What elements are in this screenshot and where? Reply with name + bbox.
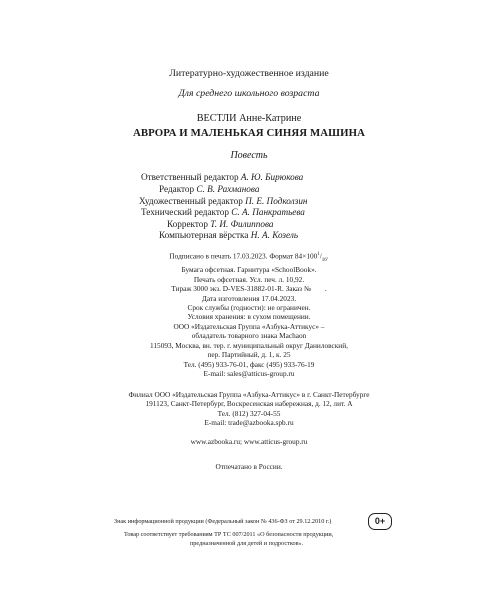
publisher-info bbox=[0, 322, 498, 378]
publisher-brand: обладатель товарного знака Machaon bbox=[191, 331, 307, 341]
signed-line: Подписано в печать 17.03.2023. Формат $84\times 100^1/_{16}$. bbox=[169, 251, 329, 263]
publisher-address: 115093, Москва, вн. тер. г. муниципальный округ Даниловский, bbox=[150, 340, 348, 350]
run-line: Тираж 3000 экз. D-VES-31882-01-R. Заказ № . bbox=[171, 284, 327, 294]
staff-role: Корректор bbox=[167, 219, 208, 229]
staff-role: Художественный редактор bbox=[139, 196, 243, 206]
staff-row bbox=[139, 196, 307, 206]
staff-role: Ответственный редактор bbox=[141, 172, 239, 182]
service-life-line: Срок службы (годности): не ограничен. bbox=[187, 302, 311, 312]
book-title: АВРОРА И МАЛЕНЬКАЯ СИНЯЯ МАШИНА bbox=[132, 127, 366, 139]
staff-role: Редактор bbox=[159, 184, 195, 194]
publisher-email: E-mail: sales@atticus-group.ru bbox=[203, 369, 295, 379]
staff-name: Т. И. Филиппова bbox=[210, 219, 274, 229]
conformity-line: Товар соответствует требованиям ТР ТС 007/2011 «О безопасности продукции, bbox=[124, 531, 334, 538]
author: ВЕСТЛИ Анне-Катрине bbox=[196, 113, 302, 124]
branch-email: E-mail: trade@azbooka.spb.ru bbox=[204, 418, 294, 428]
printed-in: Отпечатано в России. bbox=[215, 462, 283, 471]
staff-row bbox=[141, 207, 305, 217]
staff-name: С. В. Рахманова bbox=[196, 184, 260, 194]
conformity-line: предназначенной для детей и подростков». bbox=[190, 540, 304, 547]
edition-type: Литературно-художественное издание bbox=[169, 68, 329, 79]
staff-row bbox=[167, 219, 274, 229]
websites: www.azbooka.ru; www.atticus-group.ru bbox=[190, 437, 308, 446]
age-rating-badge: 0+ bbox=[368, 513, 392, 530]
publisher-phone: Тел. (495) 933-76-01, факс (495) 933-76-19 bbox=[183, 359, 315, 369]
staff-name: Н. А. Козель bbox=[250, 230, 299, 240]
publisher-address: пер. Партийный, д. 1, к. 25 bbox=[207, 350, 291, 360]
storage-line: Условия хранения: в сухом помещении. bbox=[187, 312, 311, 322]
genre: Повесть bbox=[230, 150, 268, 161]
audience: Для среднего школьного возраста bbox=[178, 88, 320, 99]
publisher-name: ООО «Издательская Группа «Азбука-Аттикус» – bbox=[173, 322, 325, 331]
paper-line: Бумага офсетная. Гарнитура «SchoolBook». bbox=[181, 265, 317, 275]
staff-row bbox=[159, 184, 259, 194]
branch-name: Филиал ООО «Издательская Группа «Азбука-Аттикус» в г. Санкт-Петербурге bbox=[128, 390, 370, 399]
staff-name: П. Е. Подколзин bbox=[245, 196, 308, 206]
staff-name: С. А. Панкратьева bbox=[231, 207, 305, 217]
manufactured-line: Дата изготовления 17.04.2023. bbox=[201, 293, 297, 303]
info-sign-text: Знак информационной продукции (Федеральный закон № 436-ФЗ от 29.12.2010 г.) bbox=[114, 518, 332, 525]
branch-info bbox=[0, 390, 498, 428]
staff-role: Технический редактор bbox=[141, 207, 229, 217]
staff-row bbox=[159, 230, 298, 240]
staff-name: А. Ю. Бирюкова bbox=[240, 172, 304, 182]
staff-row bbox=[141, 172, 303, 182]
print-info bbox=[0, 250, 498, 322]
print-line: Печать офсетная. Усл. печ. л. 10,92. bbox=[193, 274, 305, 284]
branch-phone: Тел. (812) 327-04-55 bbox=[217, 408, 281, 418]
staff-role: Компьютерная вёрстка bbox=[159, 230, 249, 240]
branch-address: 191123, Санкт-Петербург, Воскресенская набережная, д. 12, лит. А bbox=[145, 399, 353, 409]
